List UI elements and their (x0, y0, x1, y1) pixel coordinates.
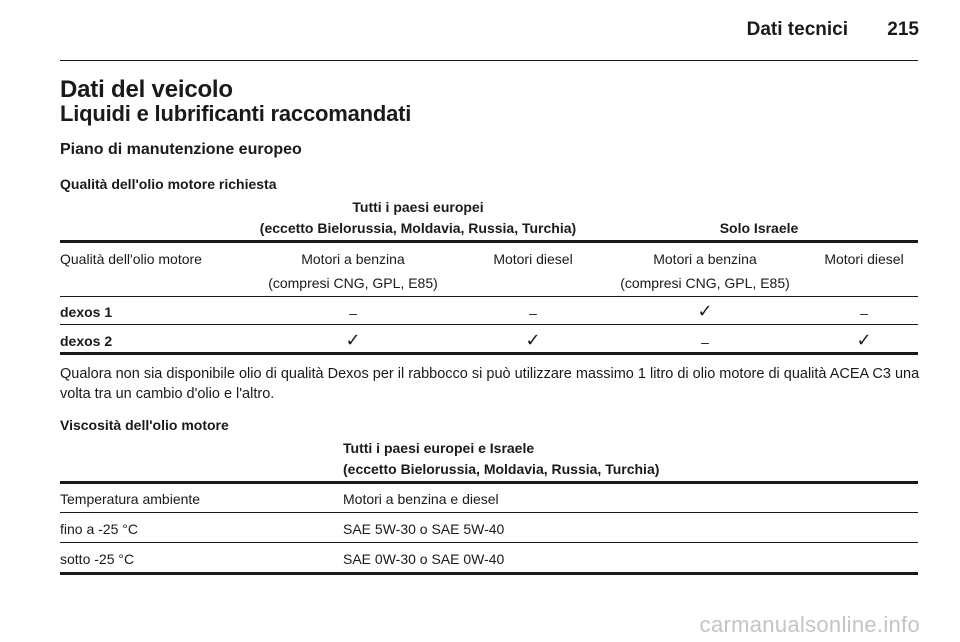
table-row-value: SAE 0W-30 o SAE 0W-40 (343, 551, 505, 567)
check-icon: ✓ (697, 301, 713, 321)
col-header-diesel-il: Motori diesel (824, 251, 904, 267)
group-header-eu-line2: (eccetto Bielorussia, Moldavia, Russia, Turchia) (259, 220, 577, 236)
oil-quality-heading: Qualità dell'olio motore richiesta (60, 176, 277, 192)
page-heading: Dati del veicolo (60, 76, 233, 103)
table-row-value: SAE 5W-30 o SAE 5W-40 (343, 521, 505, 537)
col-header-quality: Qualità dell'olio motore (60, 251, 202, 267)
watermark: carmanualsonline.info (699, 612, 920, 637)
table-row-temperature: fino a -25 °C (60, 521, 138, 537)
col-header-petrol-eu-note: (compresi CNG, GPL, E85) (268, 275, 438, 291)
group-header-israel: Solo Israele (719, 220, 799, 236)
check-icon: ✓ (525, 330, 541, 350)
note-paragraph: Qualora non sia disponibile olio di qualità Dexos per il rabbocco si può utilizzare massimo 1 litro di olio motore di qualità ACEA C3 una volta tra un cambio d'olio e l'altro. (60, 366, 920, 402)
table-row-label: dexos 2 (60, 333, 113, 349)
section-title: Dati tecnici (746, 19, 848, 40)
section-heading: Liquidi e lubrificanti raccomandati (60, 101, 412, 126)
header-divider (60, 60, 918, 61)
table-rule (60, 324, 918, 325)
dash-mark: – (529, 305, 537, 321)
dash-mark: – (349, 305, 357, 321)
col-header-petrol-il-note: (compresi CNG, GPL, E85) (620, 275, 790, 291)
table-rule (60, 572, 918, 575)
col-header-temperature: Temperatura ambiente (60, 491, 201, 507)
page-number: 215 (887, 19, 919, 40)
dash-mark: – (860, 305, 868, 321)
table-rule (60, 296, 918, 297)
table-rule (60, 512, 918, 513)
group-header-eu-line1: Tutti i paesi europei (352, 199, 484, 215)
table-rule (60, 542, 918, 543)
col-header-petrol-eu: Motori a benzina (301, 251, 405, 267)
table-rule (60, 240, 918, 243)
dash-mark: – (701, 334, 709, 350)
subsection-heading: Piano di manutenzione europeo (60, 141, 302, 158)
viscosity-heading: Viscosità dell'olio motore (60, 417, 229, 433)
group-header-line1: Tutti i paesi europei e Israele (343, 440, 535, 456)
check-icon: ✓ (345, 330, 361, 350)
table-row-label: dexos 1 (60, 304, 113, 320)
table-rule (60, 481, 918, 484)
group-header-line2: (eccetto Bielorussia, Moldavia, Russia, Turchia) (343, 461, 660, 477)
col-header-diesel-eu: Motori diesel (493, 251, 573, 267)
check-icon: ✓ (856, 330, 872, 350)
col-header-petrol-il: Motori a benzina (653, 251, 757, 267)
table-row-temperature: sotto -25 °C (60, 551, 135, 567)
col-header-engines: Motori a benzina e diesel (343, 491, 499, 507)
table-rule (60, 352, 918, 355)
